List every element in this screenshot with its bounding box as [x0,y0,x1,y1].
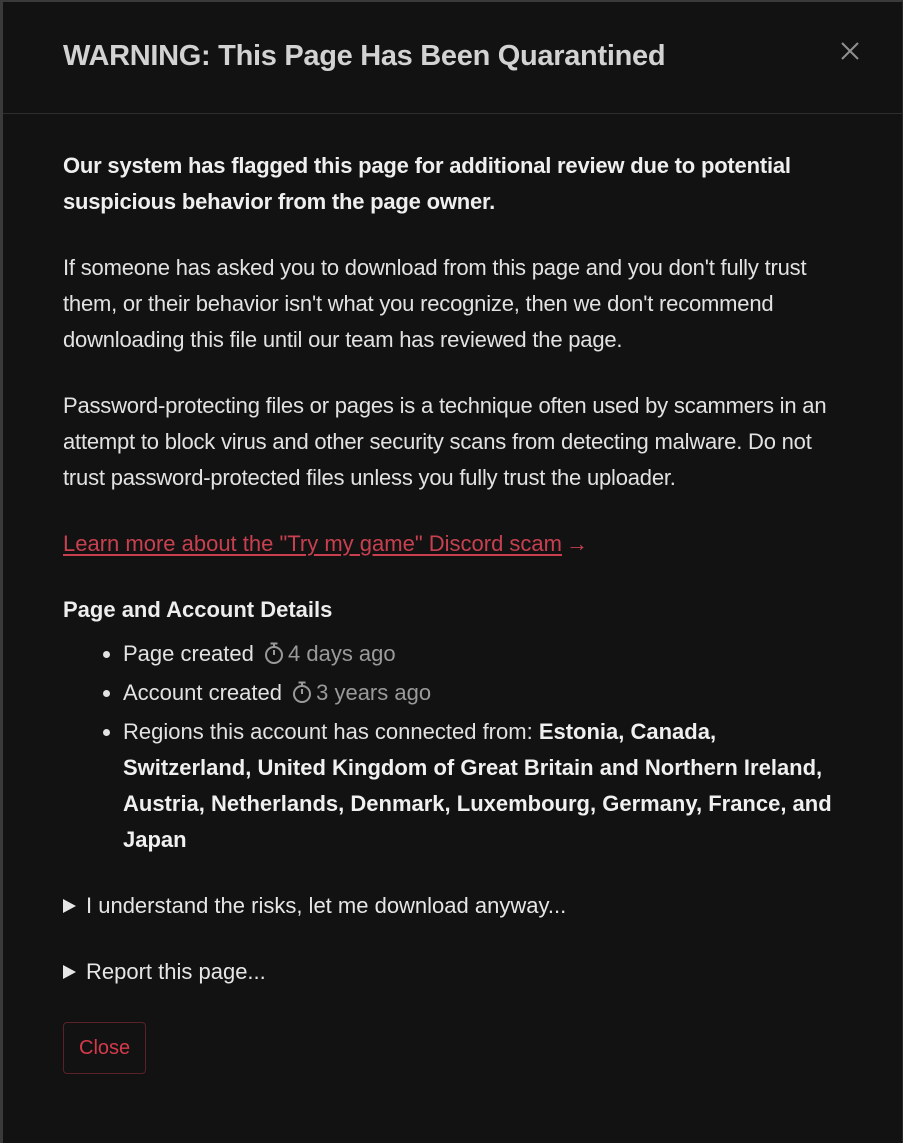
report-page-toggle[interactable] [63,954,842,990]
detail-label: Account created [123,680,282,705]
trust-paragraph: If someone has asked you to download from this page and you don't fully trust them, or their behavior isn't what you recognize, then we don't recommend downloading this file until our team has reviewed the page. [63,255,807,352]
arrow-right-icon: → [566,531,588,556]
stopwatch-icon [264,639,284,675]
detail-account-created [123,675,842,714]
detail-regions [123,714,842,858]
details-list [63,636,842,858]
triangle-right-icon [63,899,76,913]
modal-header [3,2,902,114]
detail-page-created [123,636,842,675]
learn-more-row [63,526,842,562]
disclosure-label: Report this page... [86,959,266,984]
details-heading: Page and Account Details [63,597,333,622]
warning-lead: Our system has flagged this page for additional review due to potential suspicious behavior from the page owner. [63,153,791,214]
close-x-icon[interactable] [839,40,861,62]
detail-value: 4 days ago [288,641,396,666]
download-anyway-toggle[interactable] [63,888,842,924]
password-paragraph: Password-protecting files or pages is a technique often used by scammers in an attempt to block virus and other security scans from detecting malware. Do not trust password-protected files unless you fully trust the uploader. [63,393,827,490]
modal-title: WARNING: This Page Has Been Quarantined [63,40,666,72]
detail-value: 3 years ago [316,680,432,705]
detail-label: Regions this account has connected from: [123,719,533,744]
regions-value: Estonia, Canada, Switzerland, United Kingdom of Great Britain and Northern Ireland, Austria, Netherlands, Denmark, Luxembourg, Germany, France, and Japan [123,719,832,852]
learn-more-link[interactable]: Learn more about the "Try my game" Discord scam [63,531,562,556]
modal-body [3,114,902,1074]
stopwatch-icon [292,678,312,714]
disclosure-label: I understand the risks, let me download anyway... [86,893,567,918]
triangle-right-icon [63,965,76,979]
detail-label: Page created [123,641,254,666]
close-button[interactable]: Close [63,1022,146,1074]
